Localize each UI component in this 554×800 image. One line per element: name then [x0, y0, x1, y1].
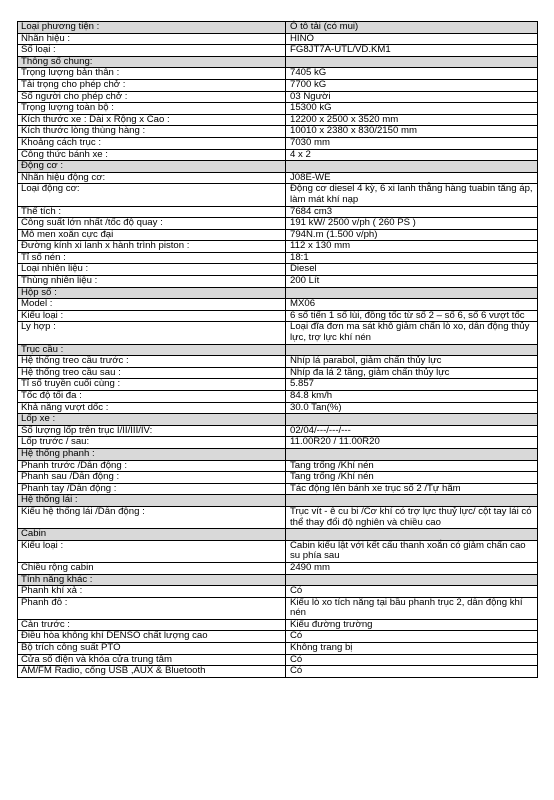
spec-label: Thể tích : [18, 206, 286, 218]
spec-value: 4 x 2 [286, 149, 538, 161]
section-title: Thông số chung: [18, 56, 286, 68]
section-value [286, 414, 538, 426]
spec-label: Lốp trước / sau: [18, 437, 286, 449]
spec-table [17, 21, 538, 678]
spec-row [18, 460, 538, 472]
spec-label: Kích thước lòng thùng hàng : [18, 126, 286, 138]
spec-row [18, 654, 538, 666]
spec-label: Nhãn hiệu động cơ: [18, 172, 286, 184]
section-title: Hộp số : [18, 287, 286, 299]
spec-label: Kiểu hệ thống lái /Dẫn động : [18, 506, 286, 528]
spec-value: 7700 kG [286, 79, 538, 91]
spec-row [18, 103, 538, 115]
section-title: Tính năng khác : [18, 574, 286, 586]
spec-value: Kiểu lò xo tích năng tại bầu phanh trục 2, dẫn động khí nén [286, 597, 538, 619]
spec-row [18, 252, 538, 264]
spec-label: Tốc độ tối đa : [18, 391, 286, 403]
spec-value: 191 kW/ 2500 v/ph ( 260 PS ) [286, 218, 538, 230]
spec-row [18, 666, 538, 678]
section-value: Ô tô tải (có mui) [286, 22, 538, 34]
section-title: Loại phương tiện : [18, 22, 286, 34]
spec-value: 7405 kG [286, 68, 538, 80]
spec-row [18, 126, 538, 138]
spec-value: 6 số tiến 1 số lùi, đồng tốc từ số 2 – số 6, số 6 vượt tốc [286, 310, 538, 322]
section-row [18, 529, 538, 541]
section-title: Động cơ : [18, 161, 286, 173]
spec-row [18, 356, 538, 368]
spec-value: Diesel [286, 264, 538, 276]
spec-row [18, 586, 538, 598]
spec-row [18, 402, 538, 414]
section-row [18, 287, 538, 299]
spec-label: Thùng nhiên liệu : [18, 276, 286, 288]
spec-value: Có [286, 654, 538, 666]
spec-value: FG8JT7A-UTL/VD.KM1 [286, 45, 538, 57]
spec-value: 112 x 130 mm [286, 241, 538, 253]
spec-value: 7684 cm3 [286, 206, 538, 218]
spec-row [18, 137, 538, 149]
spec-row [18, 391, 538, 403]
spec-row [18, 425, 538, 437]
spec-value: Có [286, 631, 538, 643]
spec-row [18, 276, 538, 288]
section-row [18, 414, 538, 426]
spec-value: 12200 x 2500 x 3520 mm [286, 114, 538, 126]
spec-value: Động cơ diesel 4 kỳ, 6 xi lanh thẳng hàng tuabin tăng áp, làm mát khí nạp [286, 184, 538, 206]
spec-value: Nhíp đa lá 2 tầng, giảm chấn thủy lực [286, 367, 538, 379]
spec-row [18, 631, 538, 643]
spec-row [18, 206, 538, 218]
spec-value: 2490 mm [286, 562, 538, 574]
section-title: Hệ thống lái : [18, 495, 286, 507]
spec-label: Kiểu loại : [18, 540, 286, 562]
spec-row [18, 68, 538, 80]
spec-label: Công suất lớn nhất /tốc độ quay : [18, 218, 286, 230]
spec-value: 10010 x 2380 x 830/2150 mm [286, 126, 538, 138]
spec-value: Tang trống /Khí nén [286, 460, 538, 472]
spec-row [18, 241, 538, 253]
section-value [286, 287, 538, 299]
spec-label: Công thức bánh xe : [18, 149, 286, 161]
spec-label: Tải trọng cho phép chở : [18, 79, 286, 91]
spec-value: 794N.m (1.500 v/ph) [286, 229, 538, 241]
spec-row [18, 218, 538, 230]
section-title: Lốp xe : [18, 414, 286, 426]
spec-label: Số người cho phép chở : [18, 91, 286, 103]
spec-label: Tỉ số nén : [18, 252, 286, 264]
spec-value: 30.0 Tan(%) [286, 402, 538, 414]
section-value [286, 529, 538, 541]
section-value [286, 344, 538, 356]
spec-label: Kích thước xe : Dài x Rộng x Cao : [18, 114, 286, 126]
spec-label: Số lượng lốp trên trục I/II/III/IV: [18, 425, 286, 437]
spec-row [18, 184, 538, 206]
spec-value: 7030 mm [286, 137, 538, 149]
spec-label: Loại nhiên liệu : [18, 264, 286, 276]
section-title: Cabin [18, 529, 286, 541]
spec-label: Phanh khí xả : [18, 586, 286, 598]
section-value [286, 56, 538, 68]
spec-label: Số loại : [18, 45, 286, 57]
spec-value: 84.8 km/h [286, 391, 538, 403]
spec-row [18, 506, 538, 528]
spec-label: Bộ trích công suất PTO [18, 643, 286, 655]
spec-label: Tỉ số truyền cuối cùng : [18, 379, 286, 391]
spec-value: Tác động lên bánh xe trục số 2 /Tự hãm [286, 483, 538, 495]
spec-value: Loại đĩa đơn ma sát khô giảm chấn lò xo, dẫn động thủy lực, trợ lực khí nén [286, 322, 538, 344]
spec-value: Nhíp lá parabol, giảm chấn thủy lực [286, 356, 538, 368]
spec-row [18, 472, 538, 484]
spec-label: Trọng lượng bản thân : [18, 68, 286, 80]
spec-label: Hệ thống treo cầu trước : [18, 356, 286, 368]
spec-row [18, 79, 538, 91]
spec-label: Phanh sau /Dẫn động : [18, 472, 286, 484]
spec-row [18, 540, 538, 562]
spec-label: Điều hòa không khí DENSO chất lượng cao [18, 631, 286, 643]
spec-row [18, 619, 538, 631]
spec-row [18, 33, 538, 45]
spec-value: Cabin kiểu lật với kết cấu thanh xoắn có giảm chấn cao su phía sau [286, 540, 538, 562]
spec-value: Kiểu đường trường [286, 619, 538, 631]
spec-value: 11.00R20 / 11.00R20 [286, 437, 538, 449]
spec-label: Model : [18, 299, 286, 311]
spec-value: MX06 [286, 299, 538, 311]
spec-label: AM/FM Radio, cổng USB ,AUX & Bluetooth [18, 666, 286, 678]
spec-row [18, 643, 538, 655]
spec-label: Cản trước : [18, 619, 286, 631]
spec-label: Cửa sổ điện và khóa cửa trung tâm [18, 654, 286, 666]
spec-label: Mô men xoắn cực đại [18, 229, 286, 241]
spec-row [18, 149, 538, 161]
spec-row [18, 483, 538, 495]
spec-row [18, 91, 538, 103]
spec-value: 18:1 [286, 252, 538, 264]
spec-value: Có [286, 586, 538, 598]
spec-row [18, 45, 538, 57]
section-title: Trục cầu : [18, 344, 286, 356]
spec-row [18, 264, 538, 276]
spec-row [18, 310, 538, 322]
section-row [18, 495, 538, 507]
spec-row [18, 562, 538, 574]
spec-label: Phanh trước /Dẫn động : [18, 460, 286, 472]
spec-value: 200 Lít [286, 276, 538, 288]
section-row [18, 161, 538, 173]
spec-label: Đường kính xi lanh x hành trình piston : [18, 241, 286, 253]
spec-value: HINO [286, 33, 538, 45]
spec-label: Nhãn hiệu : [18, 33, 286, 45]
section-value [286, 161, 538, 173]
spec-value: 02/04/---/---/--- [286, 425, 538, 437]
spec-value: 15300 kG [286, 103, 538, 115]
section-row [18, 56, 538, 68]
spec-value: Không trang bị [286, 643, 538, 655]
spec-label: Khả năng vượt dốc : [18, 402, 286, 414]
spec-table-body [18, 22, 538, 678]
section-value [286, 574, 538, 586]
section-row [18, 448, 538, 460]
section-row [18, 22, 538, 34]
section-row [18, 344, 538, 356]
spec-value: 5.857 [286, 379, 538, 391]
spec-label: Hệ thống treo cầu sau : [18, 367, 286, 379]
section-value [286, 448, 538, 460]
spec-row [18, 437, 538, 449]
spec-row [18, 229, 538, 241]
spec-label: Trọng lượng toàn bộ : [18, 103, 286, 115]
spec-value: Có [286, 666, 538, 678]
spec-value: 03 Người [286, 91, 538, 103]
spec-row [18, 597, 538, 619]
spec-label: Loại động cơ: [18, 184, 286, 206]
spec-row [18, 322, 538, 344]
section-title: Hệ thống phanh : [18, 448, 286, 460]
spec-label: Khoảng cách trục : [18, 137, 286, 149]
spec-row [18, 367, 538, 379]
spec-row [18, 114, 538, 126]
spec-label: Phanh tay /Dẫn động : [18, 483, 286, 495]
spec-value: J08E-WE [286, 172, 538, 184]
spec-row [18, 299, 538, 311]
spec-value: Tang trống /Khí nén [286, 472, 538, 484]
spec-label: Ly hợp : [18, 322, 286, 344]
spec-value: Trục vít - ê cu bi /Cơ khí có trợ lực thuỷ lực/ cột tay lái có thể thay đổi độ nghiên và chiều cao [286, 506, 538, 528]
section-value [286, 495, 538, 507]
spec-label: Phanh đỗ : [18, 597, 286, 619]
spec-row [18, 379, 538, 391]
section-row [18, 574, 538, 586]
spec-label: Kiểu loại : [18, 310, 286, 322]
spec-label: Chiều rộng cabin [18, 562, 286, 574]
